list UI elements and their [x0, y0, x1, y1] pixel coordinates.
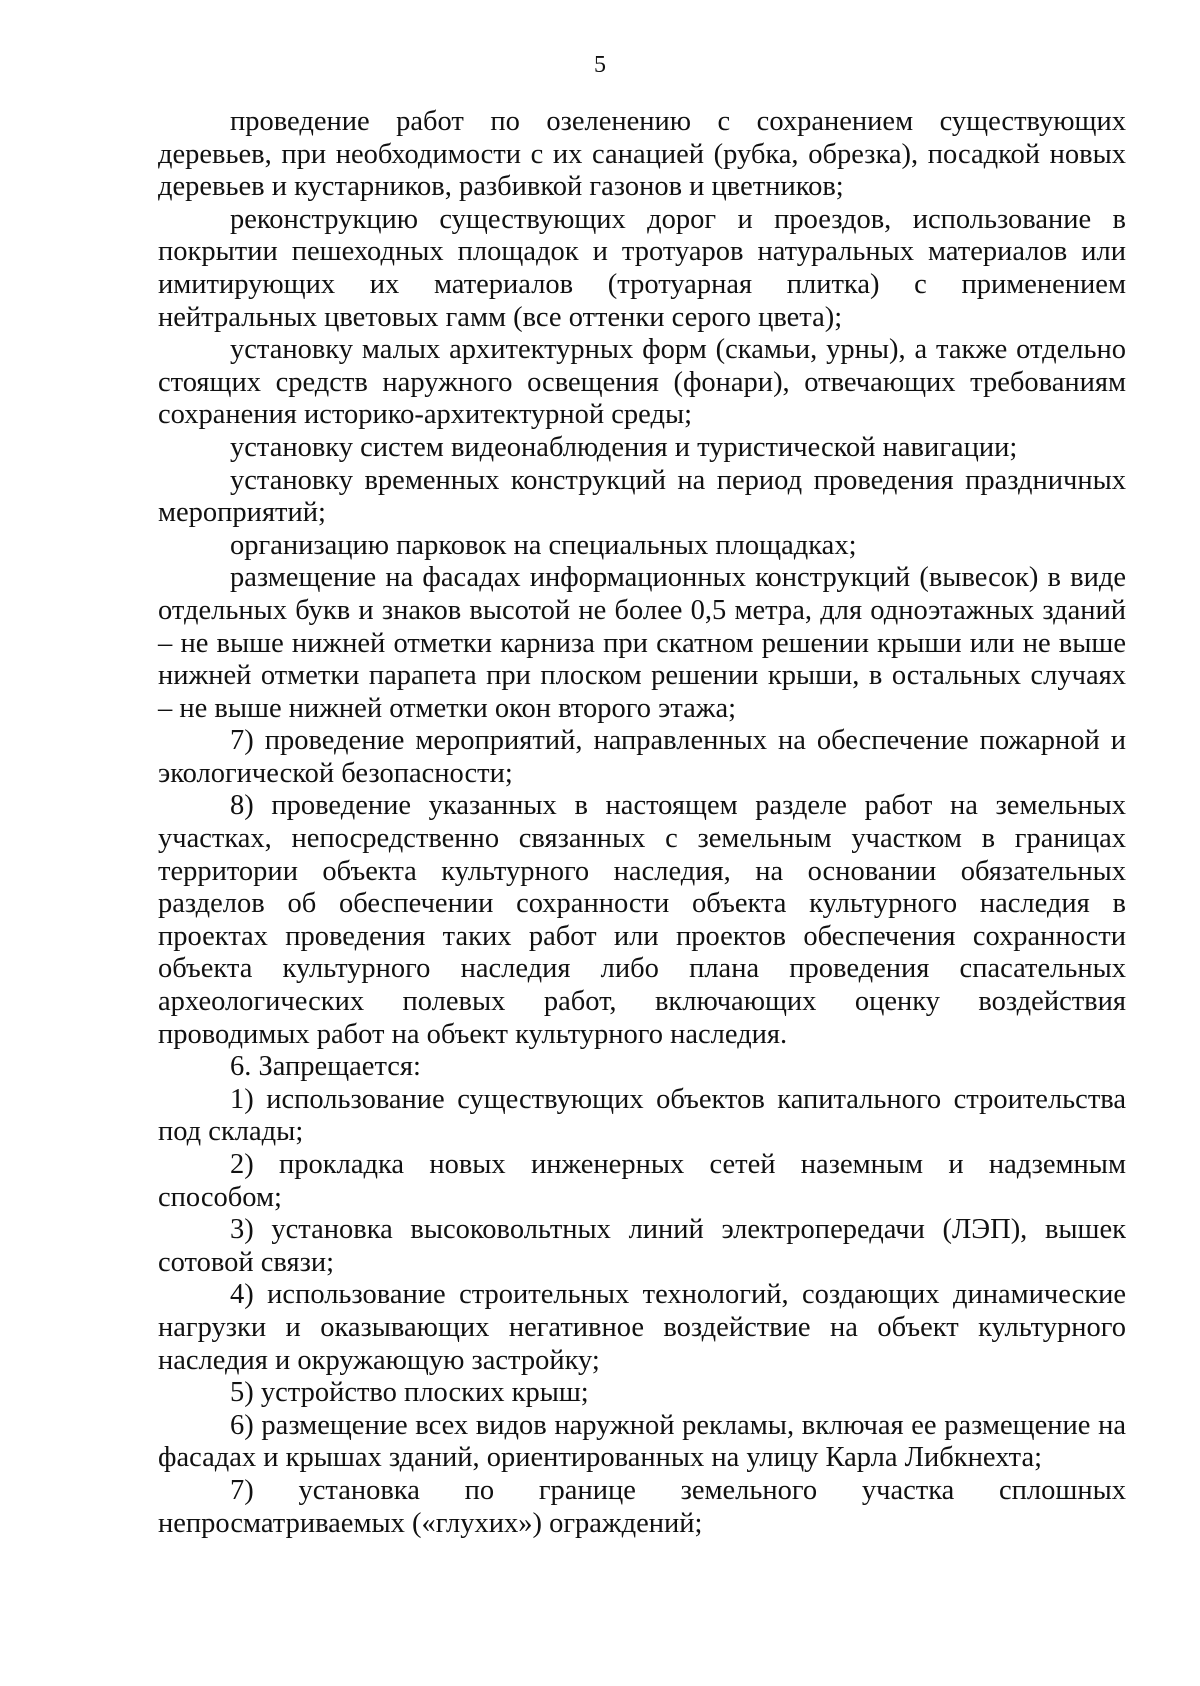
page-number: 5 — [594, 52, 606, 78]
paragraph-prohibited-4: 4) использование строительных технологий, создающих динамические нагрузки и оказывающих негативное воздействие на объект культурного наследия и окружающую застройку; — [158, 1279, 1126, 1376]
paragraph-prohibited-2: 2) прокладка новых инженерных сетей наземным и надземным способом; — [158, 1149, 1126, 1213]
paragraph-video-surveillance: установку систем видеонаблюдения и туристической навигации; — [230, 431, 1018, 463]
paragraph-roads-reconstruction: реконструкцию существующих дорог и проездов, использование в покрытии пешеходных площадок и тротуаров натуральных материалов или имитирующих их материалов (тротуарная плитка) с применением нейтральных цветовых гамм (все оттенки серого цвета); — [158, 203, 1126, 333]
paragraph-prohibited-3: 3) установка высоковольтных линий электропередачи (ЛЭП), вышек сотовой связи; — [158, 1214, 1126, 1278]
paragraph-prohibited-5: 5) устройство плоских крыш; — [230, 1377, 589, 1409]
paragraph-parking: организацию парковок на специальных площадках; — [230, 529, 857, 561]
section-heading-prohibited: 6. Запрещается: — [230, 1051, 421, 1083]
document-body — [158, 106, 1126, 1540]
paragraph-prohibited-6: 6) размещение всех видов наружной рекламы, включая ее размещение на фасадах и крышах зданий, ориентированных на улицу Карла Либкнехта; — [158, 1409, 1126, 1474]
paragraph-temporary-structures: установку временных конструкций на период проведения праздничных мероприятий; — [158, 464, 1126, 529]
paragraph-greening: проведение работ по озеленению с сохранением существующих деревьев, при необходимости с их санацией (рубка, обрезка), посадкой новых деревьев и кустарников, разбивкой газонов и цветников; — [158, 106, 1126, 203]
paragraph-item-7-safety: 7) проведение мероприятий, направленных на обеспечение пожарной и экологической безопасности; — [158, 725, 1126, 789]
paragraph-small-architectural-forms: установку малых архитектурных форм (скамьи, урны), а также отдельно стоящих средств наружного освещения (фонари), отвечающих требованиям сохранения историко-архитектурной среды; — [158, 334, 1126, 431]
paragraph-prohibited-1: 1) использование существующих объектов капитального строительства под склады; — [158, 1083, 1126, 1148]
paragraph-item-8-adjacent-works: 8) проведение указанных в настоящем разделе работ на земельных участках, непосредственно связанных с земельным участком в границах территории объекта культурного наследия, на основании обязательных разделов об обеспечении сохранности объекта культурного наследия в проектах проведения таких работ или проектов обеспечения сохранности объекта культурного наследия либо плана проведения спасательных археологических полевых работ, включающих оценку воздействия проводимых работ на объект культурного наследия. — [158, 790, 1126, 1050]
paragraph-signage: размещение на фасадах информационных конструкций (вывесок) в виде отдельных букв и знаков высотой не более 0,5 метра, для одноэтажных зданий – не выше нижней отметки карниза при скатном решении крыши или не выше нижней отметки парапета при плоском решении крыши, в остальных случаях – не выше нижней отметки окон второго этажа; — [158, 562, 1126, 724]
paragraph-prohibited-7: 7) установка по границе земельного участка сплошных непросматриваемых («глухих») ограждений; — [158, 1474, 1126, 1539]
